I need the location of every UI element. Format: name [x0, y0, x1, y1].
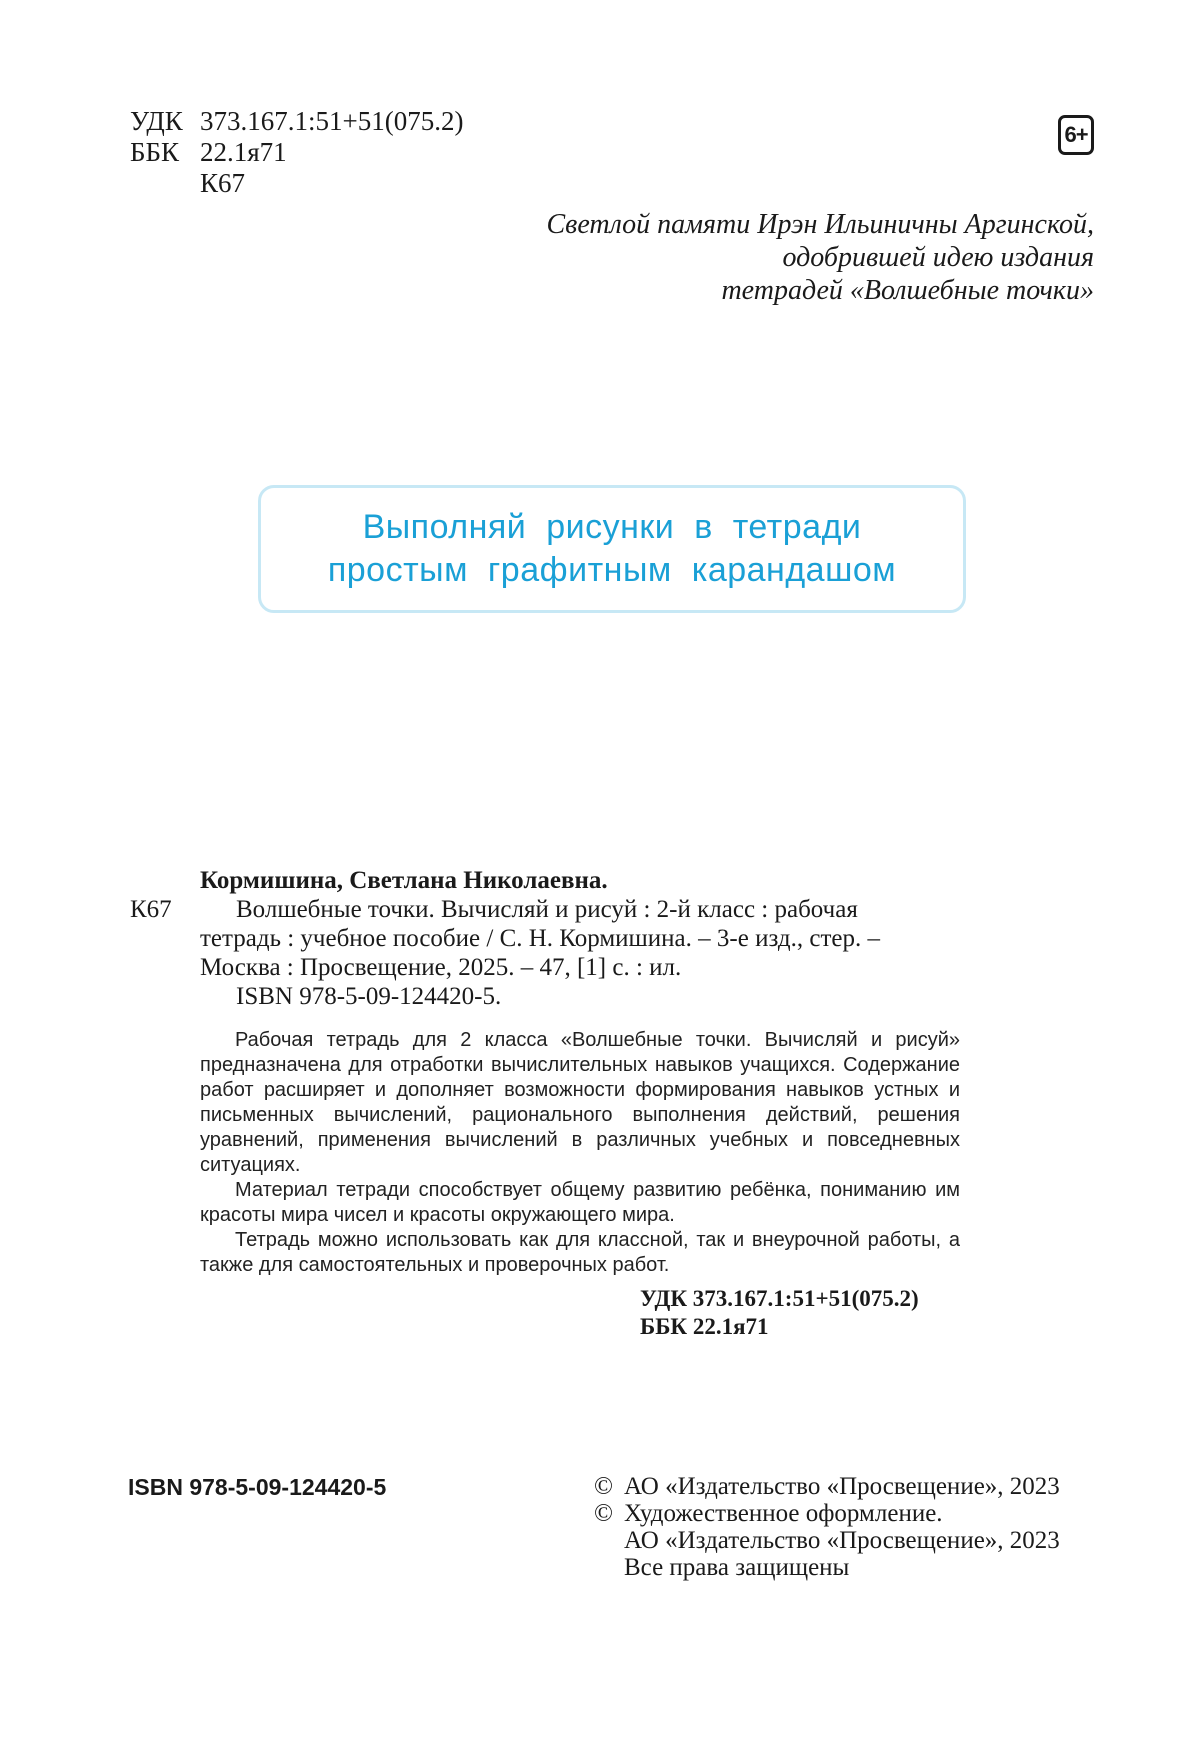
udk-row: [130, 106, 463, 137]
biblio-line-3: Москва : Просвещение, 2025. – 47, [1] с. : ил.: [200, 954, 682, 981]
udk-header-block: [130, 106, 463, 199]
copyright-row-2: [594, 1500, 1060, 1527]
bbk-row: [130, 137, 463, 168]
annotation-paragraph-3: Тетрадь можно использовать как для классной, так и внеурочной работы, а также для самостоятельных и проверочных работ.: [200, 1229, 960, 1276]
dedication-line-1: Светлой памяти Ирэн Ильиничны Аргинской,: [546, 209, 1094, 240]
copyright-line-4: Все права защищены: [624, 1554, 850, 1581]
bbk-footer: ББК 22.1я71: [640, 1314, 769, 1339]
bibliographic-entry: [130, 895, 960, 982]
annotation-paragraph-2: Материал тетради способствует общему развитию ребёнка, пониманию им красоты мира чисел и красоты окружающего мира.: [200, 1179, 960, 1226]
age-rating-badge: 6+: [1058, 115, 1094, 155]
catalog-code: К67: [130, 896, 172, 923]
author-name: Кормишина, Светлана Николаевна.: [200, 867, 608, 894]
author-mark: К67: [200, 168, 246, 198]
copyright-row-3: [594, 1527, 1060, 1554]
udk-footer: УДК 373.167.1:51+51(075.2): [640, 1286, 919, 1311]
udk-value: 373.167.1:51+51(075.2): [200, 106, 464, 136]
author-mark-row: [130, 168, 463, 199]
pencil-notice-box: [258, 485, 966, 613]
biblio-line-1: Волшебные точки. Вычисляй и рисуй : 2-й класс : рабочая: [236, 896, 858, 923]
copyright-line-1: АО «Издательство «Просвещение», 2023: [624, 1473, 1060, 1500]
bbk-value: 22.1я71: [200, 137, 287, 167]
copyright-line-2: Художественное оформление.: [624, 1500, 943, 1527]
udk-label: УДК: [130, 106, 183, 136]
copyright-icon: ©: [594, 1500, 613, 1527]
dedication: [546, 208, 1094, 307]
notice-line-2: простым графитным карандашом: [327, 551, 897, 589]
bbk-label: ББК: [130, 137, 180, 167]
copyright-row-4: [594, 1554, 1060, 1581]
copyright-row-1: [594, 1473, 1060, 1500]
udk-footer-block: [640, 1285, 960, 1341]
notice-line-1: Выполняй рисунки в тетради: [362, 508, 862, 546]
dedication-line-2: одобрившей идею издания: [782, 242, 1094, 273]
copyright-block: [594, 1473, 1060, 1581]
annotation: [200, 1028, 960, 1278]
copyright-icon: ©: [594, 1473, 613, 1500]
biblio-isbn: ISBN 978-5-09-124420-5.: [236, 983, 502, 1010]
copyright-line-3: АО «Издательство «Просвещение», 2023: [624, 1527, 1060, 1554]
isbn-bottom: ISBN 978-5-09-124420-5: [128, 1474, 387, 1500]
bibliographic-record: [130, 866, 960, 1011]
annotation-paragraph-1: Рабочая тетрадь для 2 класса «Волшебные точки. Вычисляй и рисуй» предназначена для отработки вычислительных навыков учащихся. Содержание работ расширяет и дополняет возможности формирования навыков устных и письменных вычислений, рационального выполнения действий, решения уравнений, применения вычислений в различных учебных и повседневных ситуациях.: [200, 1029, 960, 1176]
dedication-line-3: тетрадей «Волшебные точки»: [721, 275, 1094, 306]
biblio-line-2: тетрадь : учебное пособие / С. Н. Кормишина. – 3-е изд., стер. –: [200, 925, 880, 952]
